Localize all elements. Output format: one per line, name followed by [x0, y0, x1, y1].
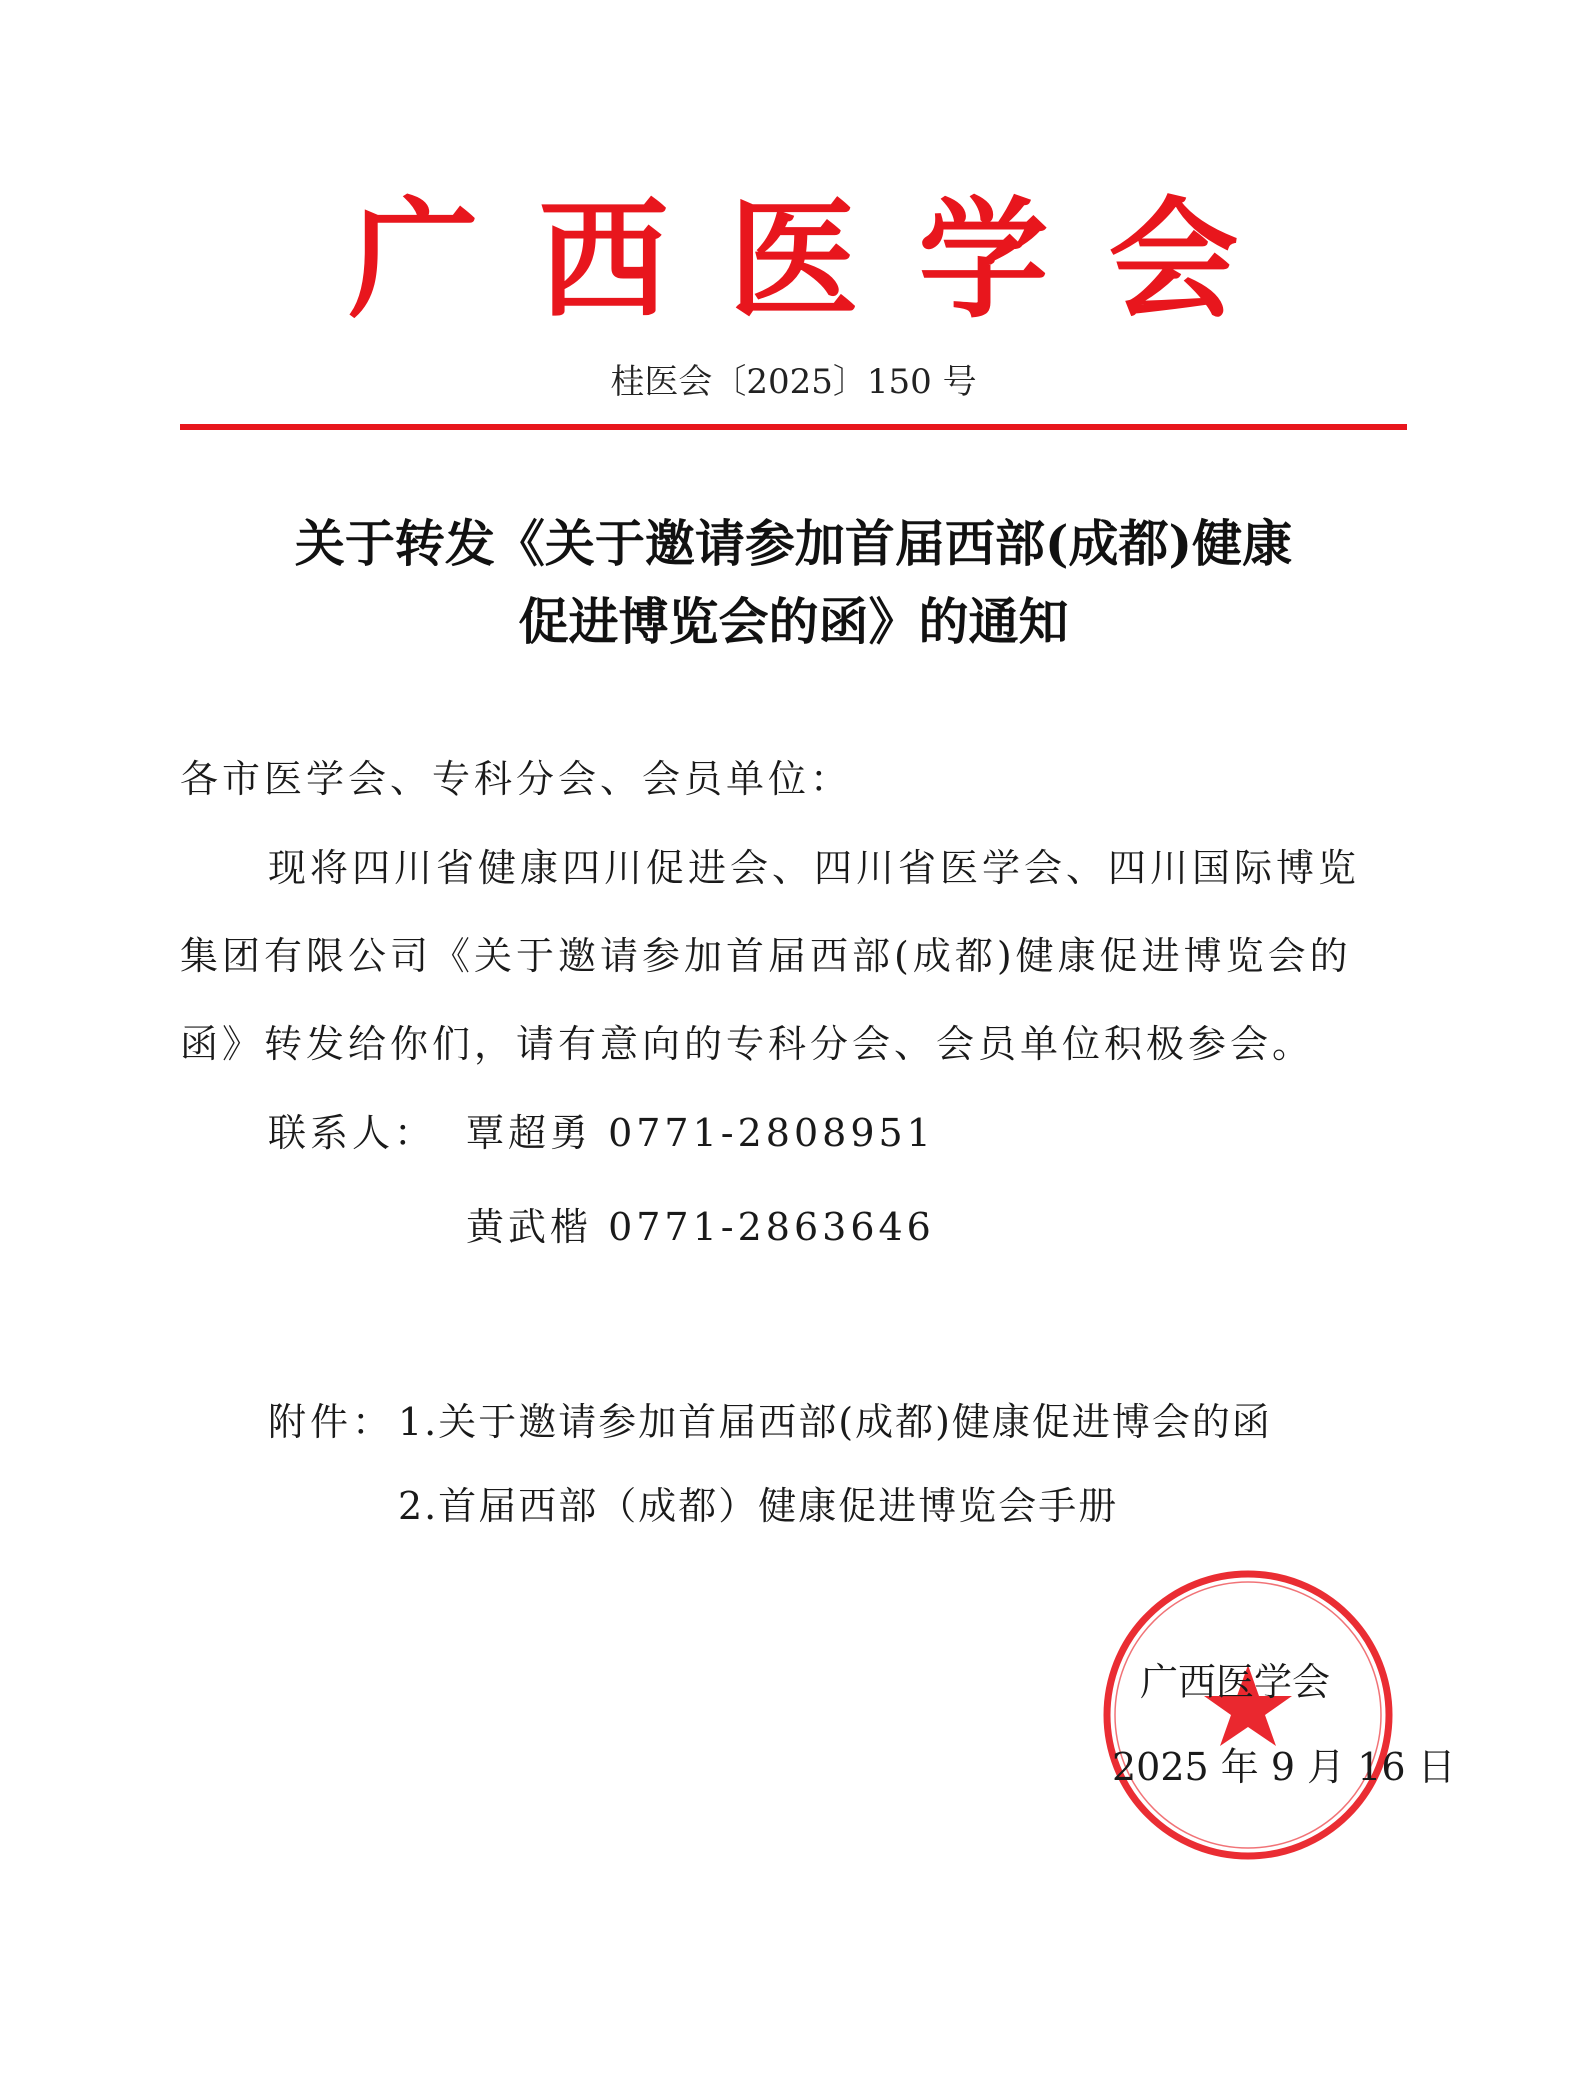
contact-2: 黄武楷 0771-2863646 — [466, 1205, 935, 1249]
letterhead-divider — [180, 424, 1407, 430]
letterhead-org-name: 广西医学会 — [348, 183, 1299, 336]
contact-1: 覃超勇 0771-2808951 — [466, 1111, 935, 1155]
title-line-2: 促进博览会的函》的通知 — [518, 592, 1069, 651]
paragraph-line-3: 函》转发给你们，请有意向的专科分会、会员单位积极参会。 — [180, 1022, 1315, 1066]
salutation: 各市医学会、专科分会、会员单位： — [180, 757, 853, 801]
attachments-label: 附件： — [268, 1400, 395, 1444]
contact-label: 联系人： — [268, 1111, 437, 1155]
attachment-item-2: 2.首届西部（成都）健康促进博览会手册 — [398, 1484, 1119, 1528]
title-line-1: 关于转发《关于邀请参加首届西部(成都)健康 — [294, 514, 1293, 573]
official-seal — [1098, 1565, 1398, 1865]
signature-org: 广西医学会 — [1140, 1660, 1331, 1704]
document-title — [180, 505, 1407, 661]
paragraph-line-2: 集团有限公司《关于邀请参加首届西部(成都)健康促进博览会的 — [180, 934, 1352, 978]
paragraph-line-1: 现将四川省健康四川促进会、四川省医学会、四川国际博览 — [268, 846, 1361, 890]
document-number: 桂医会〔2025〕150 号 — [610, 362, 977, 402]
signature-date: 2025 年 9 月 16 日 — [1112, 1745, 1456, 1789]
attachment-item-1: 1.关于邀请参加首届西部(成都)健康促进博会的函 — [398, 1400, 1272, 1444]
